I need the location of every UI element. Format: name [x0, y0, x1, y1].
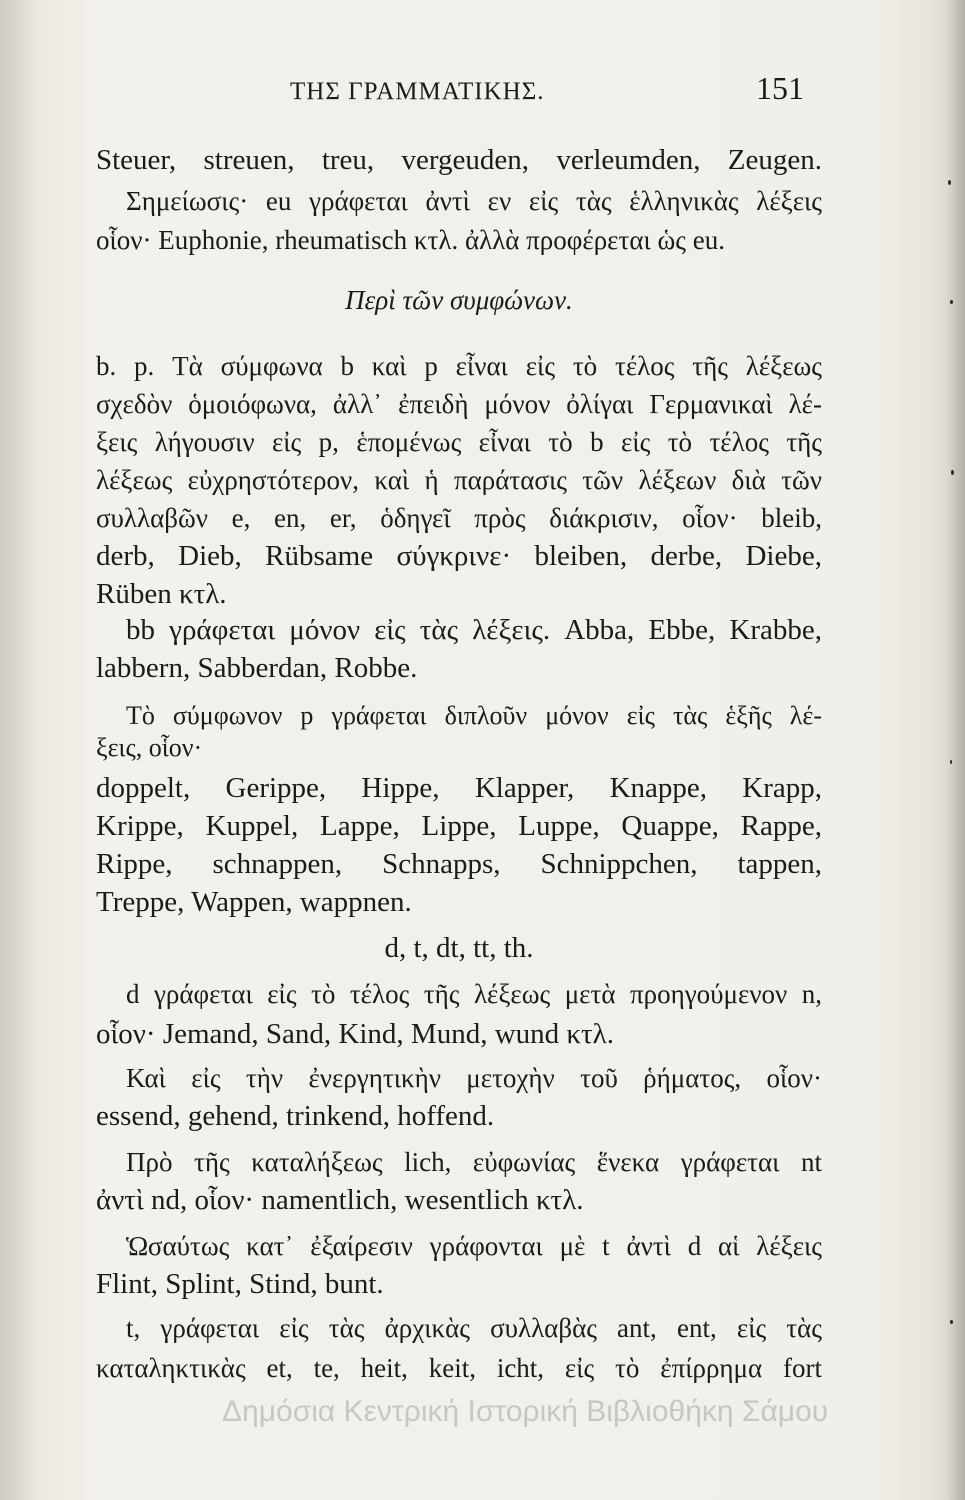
page-number: 151 — [756, 70, 804, 106]
text-line: d γράφεται εἰς τὸ τέλος τῆς λέξεως μετὰ προηγούμενον n, — [126, 979, 822, 1009]
text-line: derb, Dieb, Rübsame σύγκρινε· bleiben, derbe, Diebe, — [96, 540, 822, 572]
text-line: σχεδὸν ὁμοιόφωνα, ἀλλ᾽ ἐπειδὴ μόνον ὀλίγαι Γερμανικαὶ λέ- — [96, 389, 822, 419]
text-line: doppelt, Gerippe, Hippe, Klapper, Knappe, Krapp, — [96, 772, 822, 804]
text-line: Flint, Splint, Stind, bunt. — [96, 1268, 384, 1300]
text-line: Rüben κτλ. — [96, 578, 227, 610]
library-watermark: Δημόσια Κεντρική Ιστορική Βιβλιοθήκη Σάμου — [222, 1395, 829, 1428]
text-line: ξεις λήγουσιν εἰς p, ἑπομένως εἶναι τὸ b εἰς τὸ τέλος τῆς — [96, 427, 822, 457]
paper-speck — [950, 760, 952, 764]
text-line: οἷον· Euphonie, rheumatisch κτλ. ἀλλὰ προφέρεται ὡς eu. — [96, 225, 725, 255]
paper-speck — [950, 1320, 953, 1324]
text-line: λέξεως εὐχρηστότερον, καὶ ἡ παράτασις τῶν λέξεων διὰ τῶν — [96, 465, 822, 495]
paper-speck — [948, 180, 951, 185]
section-subheading: Περὶ τῶν συμφώνων. — [345, 285, 573, 315]
running-header-title: ΤΗΣ ΓΡΑΜΜΑΤΙΚΗΣ. — [290, 78, 545, 105]
text-line: ξεις, οἷον· — [96, 733, 203, 762]
text-line: Steuer, streuen, treu, vergeuden, verleumden, Zeugen. — [96, 144, 822, 176]
paper-speck — [951, 470, 954, 475]
text-line: b. p. Τὰ σύμφωνα b καὶ p εἶναι εἰς τὸ τέλος τῆς λέξεως — [96, 351, 822, 381]
text-line: Πρὸ τῆς καταλήξεως lich, εὐφωνίας ἕνεκα γράφεται nt — [126, 1147, 822, 1177]
page-spine-shadow — [947, 0, 965, 1500]
section-heading-dt: d, t, dt, tt, th. — [384, 932, 534, 964]
text-line: καταληκτικὰς et, te, heit, keit, icht, εἰς τὸ ἐπίρρημα fort — [96, 1353, 822, 1383]
text-line: Rippe, schnappen, Schnapps, Schnippchen, tappen, — [96, 848, 822, 880]
text-line: t, γράφεται εἰς τὰς ἀρχικὰς συλλαβὰς ant, ent, εἰς τὰς — [126, 1313, 822, 1343]
text-line: Τὸ σύμφωνον p γράφεται διπλοῦν μόνον εἰς τὰς ἑξῆς λέ- — [126, 701, 822, 730]
text-line: οἷον· Jemand, Sand, Kind, Mund, wund κτλ. — [96, 1018, 614, 1050]
text-line: ἀντὶ nd, οἷον· namentlich, wesentlich κτλ. — [96, 1184, 584, 1216]
text-line: labbern, Sabberdan, Robbe. — [96, 652, 418, 684]
text-line: bb γράφεται μόνον εἰς τὰς λέξεις. Abba, Ebbe, Krabbe, — [126, 614, 822, 646]
paper-speck — [950, 300, 953, 304]
text-line: essend, gehend, trinkend, hoffend. — [96, 1100, 495, 1132]
text-line: Treppe, Wappen, wappnen. — [96, 886, 412, 918]
text-line: Krippe, Kuppel, Lappe, Lippe, Luppe, Quappe, Rappe, — [96, 810, 822, 842]
text-line: Σημείωσις· eu γράφεται ἀντὶ εν εἰς τὰς ἑλληνικὰς λέξεις — [126, 186, 822, 216]
text-line: Ὡσαύτως κατ᾽ ἐξαίρεσιν γράφονται μὲ t ἀντὶ d αἱ λέξεις — [126, 1231, 822, 1261]
text-line: συλλαβῶν e, en, er, ὁδηγεῖ πρὸς διάκρισιν, οἷον· bleib, — [96, 503, 822, 533]
text-line: Καὶ εἰς τὴν ἐνεργητικὴν μετοχὴν τοῦ ῥήματος, οἷον· — [126, 1063, 822, 1093]
